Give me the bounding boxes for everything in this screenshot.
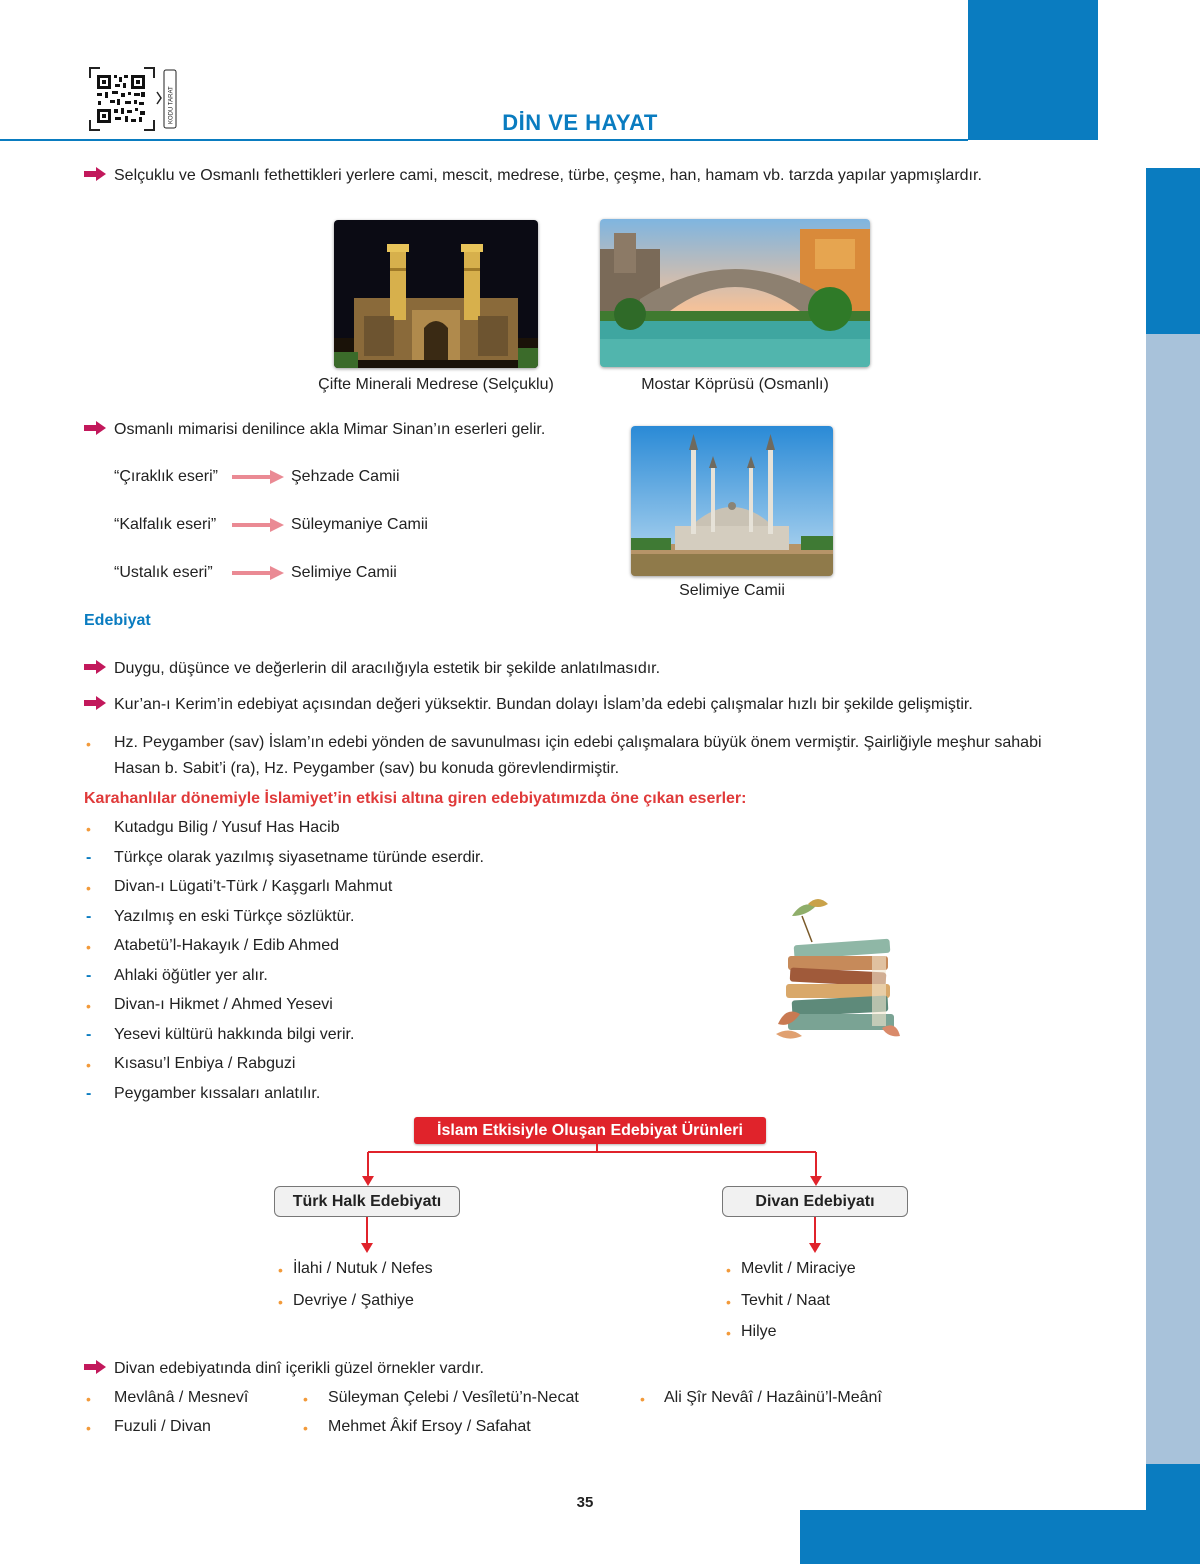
work-title: Atabetü’l-Hakayık / Edib Ahmed — [114, 937, 340, 954]
diagram-arrow-down-icon — [808, 1217, 822, 1255]
bullet-dot-icon: • — [303, 1420, 308, 1436]
dash-icon: - — [86, 1026, 92, 1043]
edebiyat-item — [84, 696, 973, 714]
bullet-dot-icon: • — [86, 1057, 91, 1073]
sinan-text: Osmanlı mimarisi denilince akla Mimar Sinan’ın eserleri gelir. — [114, 421, 546, 438]
diagram-connector-top — [356, 1144, 826, 1188]
sinan-work-value: Süleymaniye Camii — [291, 516, 428, 533]
books-illustration — [772, 896, 902, 1046]
divan-example: Süleyman Çelebi / Vesîletü’n-Necat — [328, 1389, 579, 1406]
bullet-dot-icon: • — [86, 1420, 91, 1436]
dash-icon: - — [86, 1085, 92, 1102]
diagram-title: İslam Etkisiyle Oluşan Edebiyat Ürünleri — [414, 1117, 766, 1144]
pink-arrow-icon — [232, 470, 284, 484]
pink-arrow-icon — [232, 518, 284, 532]
footer-color-band — [800, 1510, 1200, 1564]
intro-text: Selçuklu ve Osmanlı fethettikleri yerlere cami, mescit, medrese, türbe, çeşme, han, hamam vb. tarzda yapılar yapmışlardır. — [114, 167, 982, 184]
diagram-item: Mevlit / Miraciye — [741, 1260, 856, 1277]
work-desc: Yazılmış en eski Türkçe sözlüktür. — [114, 908, 355, 925]
dash-icon: - — [86, 849, 92, 866]
sinan-item — [84, 421, 545, 439]
edebiyat-text: Hasan b. Sabit’i (ra), Hz. Peygamber (sav) bu konuda görevlendirmiştir. — [114, 760, 620, 777]
bullet-dot-icon: • — [86, 998, 91, 1014]
bullet-dot-icon: • — [726, 1294, 731, 1310]
page-title: DİN VE HAYAT — [502, 110, 658, 135]
edebiyat-text: Duygu, düşünce ve değerlerin dil aracılığıyla estetik bir şekilde anlatılmasıdır. — [114, 660, 661, 677]
bullet-dot-icon: • — [86, 736, 91, 752]
divan-example: Fuzuli / Divan — [114, 1418, 211, 1435]
bullet-dot-icon: • — [726, 1325, 731, 1341]
bullet-dot-icon: • — [726, 1262, 731, 1278]
section-heading: Edebiyat — [84, 612, 151, 629]
work-title: Divan-ı Hikmet / Ahmed Yesevi — [114, 996, 333, 1013]
work-desc: Peygamber kıssaları anlatılır. — [114, 1085, 321, 1102]
qr-code[interactable] — [88, 66, 180, 132]
page-number: 35 — [576, 1494, 594, 1511]
photo-caption: Selimiye Camii — [679, 582, 785, 599]
divan-example: Mevlânâ / Mesnevî — [114, 1389, 249, 1406]
arrow-right-icon — [84, 1360, 106, 1374]
divan-text: Divan edebiyatında dinî içerikli güzel örnekler vardır. — [114, 1360, 484, 1377]
arrow-right-icon — [84, 167, 106, 181]
divan-example: Ali Şîr Nevâî / Hazâinü’l-Meânî — [664, 1389, 882, 1406]
photo-cifte-minareli-medrese — [334, 220, 538, 368]
dash-icon: - — [86, 908, 92, 925]
work-title: Divan-ı Lügati’t-Türk / Kaşgarlı Mahmut — [114, 878, 393, 895]
photo-selimiye-mosque — [631, 426, 833, 576]
right-margin-band-light — [1146, 334, 1200, 1464]
sinan-work-label: “Kalfalık eseri” — [114, 516, 217, 533]
sinan-work-value: Şehzade Camii — [291, 468, 400, 485]
bullet-dot-icon: • — [86, 880, 91, 896]
dash-icon: - — [86, 967, 92, 984]
diagram-item: Devriye / Şathiye — [293, 1292, 414, 1309]
work-title: Kutadgu Bilig / Yusuf Has Hacib — [114, 819, 340, 836]
bullet-dot-icon: • — [278, 1262, 283, 1278]
work-title: Kısasu’l Enbiya / Rabguzi — [114, 1055, 296, 1072]
photo-caption: Çifte Minerali Medrese (Selçuklu) — [318, 376, 554, 393]
arrow-right-icon — [84, 421, 106, 435]
divan-item — [84, 1360, 484, 1378]
bullet-dot-icon: • — [303, 1391, 308, 1407]
diagram-arrow-down-icon — [360, 1217, 374, 1255]
arrow-right-icon — [84, 696, 106, 710]
edebiyat-text: Hz. Peygamber (sav) İslam’ın edebi yönden de savunulması için edebi çalışmalara büyük önem vermiştir. Şairliğiyle meşhur sahabi — [114, 734, 1042, 751]
bullet-dot-icon: • — [86, 821, 91, 837]
bullet-dot-icon: • — [278, 1294, 283, 1310]
bullet-dot-icon: • — [86, 1391, 91, 1407]
bullet-dot-icon: • — [86, 939, 91, 955]
sinan-work-value: Selimiye Camii — [291, 564, 397, 581]
qr-label: KODU TARAT — [168, 86, 175, 124]
sinan-work-label: “Ustalık eseri” — [114, 564, 213, 581]
header-rule — [0, 139, 968, 141]
work-desc: Türkçe olarak yazılmış siyasetname türünde eserdir. — [114, 849, 484, 866]
diagram-box-divan: Divan Edebiyatı — [722, 1186, 908, 1217]
photo-mostar-bridge — [600, 219, 870, 367]
pink-arrow-icon — [232, 566, 284, 580]
header-color-band — [968, 0, 1098, 140]
diagram-item: İlahi / Nutuk / Nefes — [293, 1260, 433, 1277]
arrow-right-icon — [84, 660, 106, 674]
divan-example: Mehmet Âkif Ersoy / Safahat — [328, 1418, 531, 1435]
right-margin-band — [1146, 168, 1200, 334]
intro-item — [84, 167, 982, 185]
sinan-work-label: “Çıraklık eseri” — [114, 468, 219, 485]
bullet-dot-icon: • — [640, 1391, 645, 1407]
diagram-box-halk: Türk Halk Edebiyatı — [274, 1186, 460, 1217]
work-desc: Ahlaki öğütler yer alır. — [114, 967, 268, 984]
edebiyat-text: Kur’an-ı Kerim’in edebiyat açısından değeri yüksektir. Bundan dolayı İslam’da edebi çalışmalar hızlı bir şekilde gelişmiştir. — [114, 696, 973, 713]
works-heading: Karahanlılar dönemiyle İslamiyet’in etkisi altına giren edebiyatımızda öne çıkan eserler: — [84, 790, 747, 807]
edebiyat-item — [84, 660, 660, 678]
work-desc: Yesevi kültürü hakkında bilgi verir. — [114, 1026, 355, 1043]
diagram-item: Hilye — [741, 1323, 777, 1340]
diagram-item: Tevhit / Naat — [741, 1292, 830, 1309]
photo-caption: Mostar Köprüsü (Osmanlı) — [641, 376, 829, 393]
